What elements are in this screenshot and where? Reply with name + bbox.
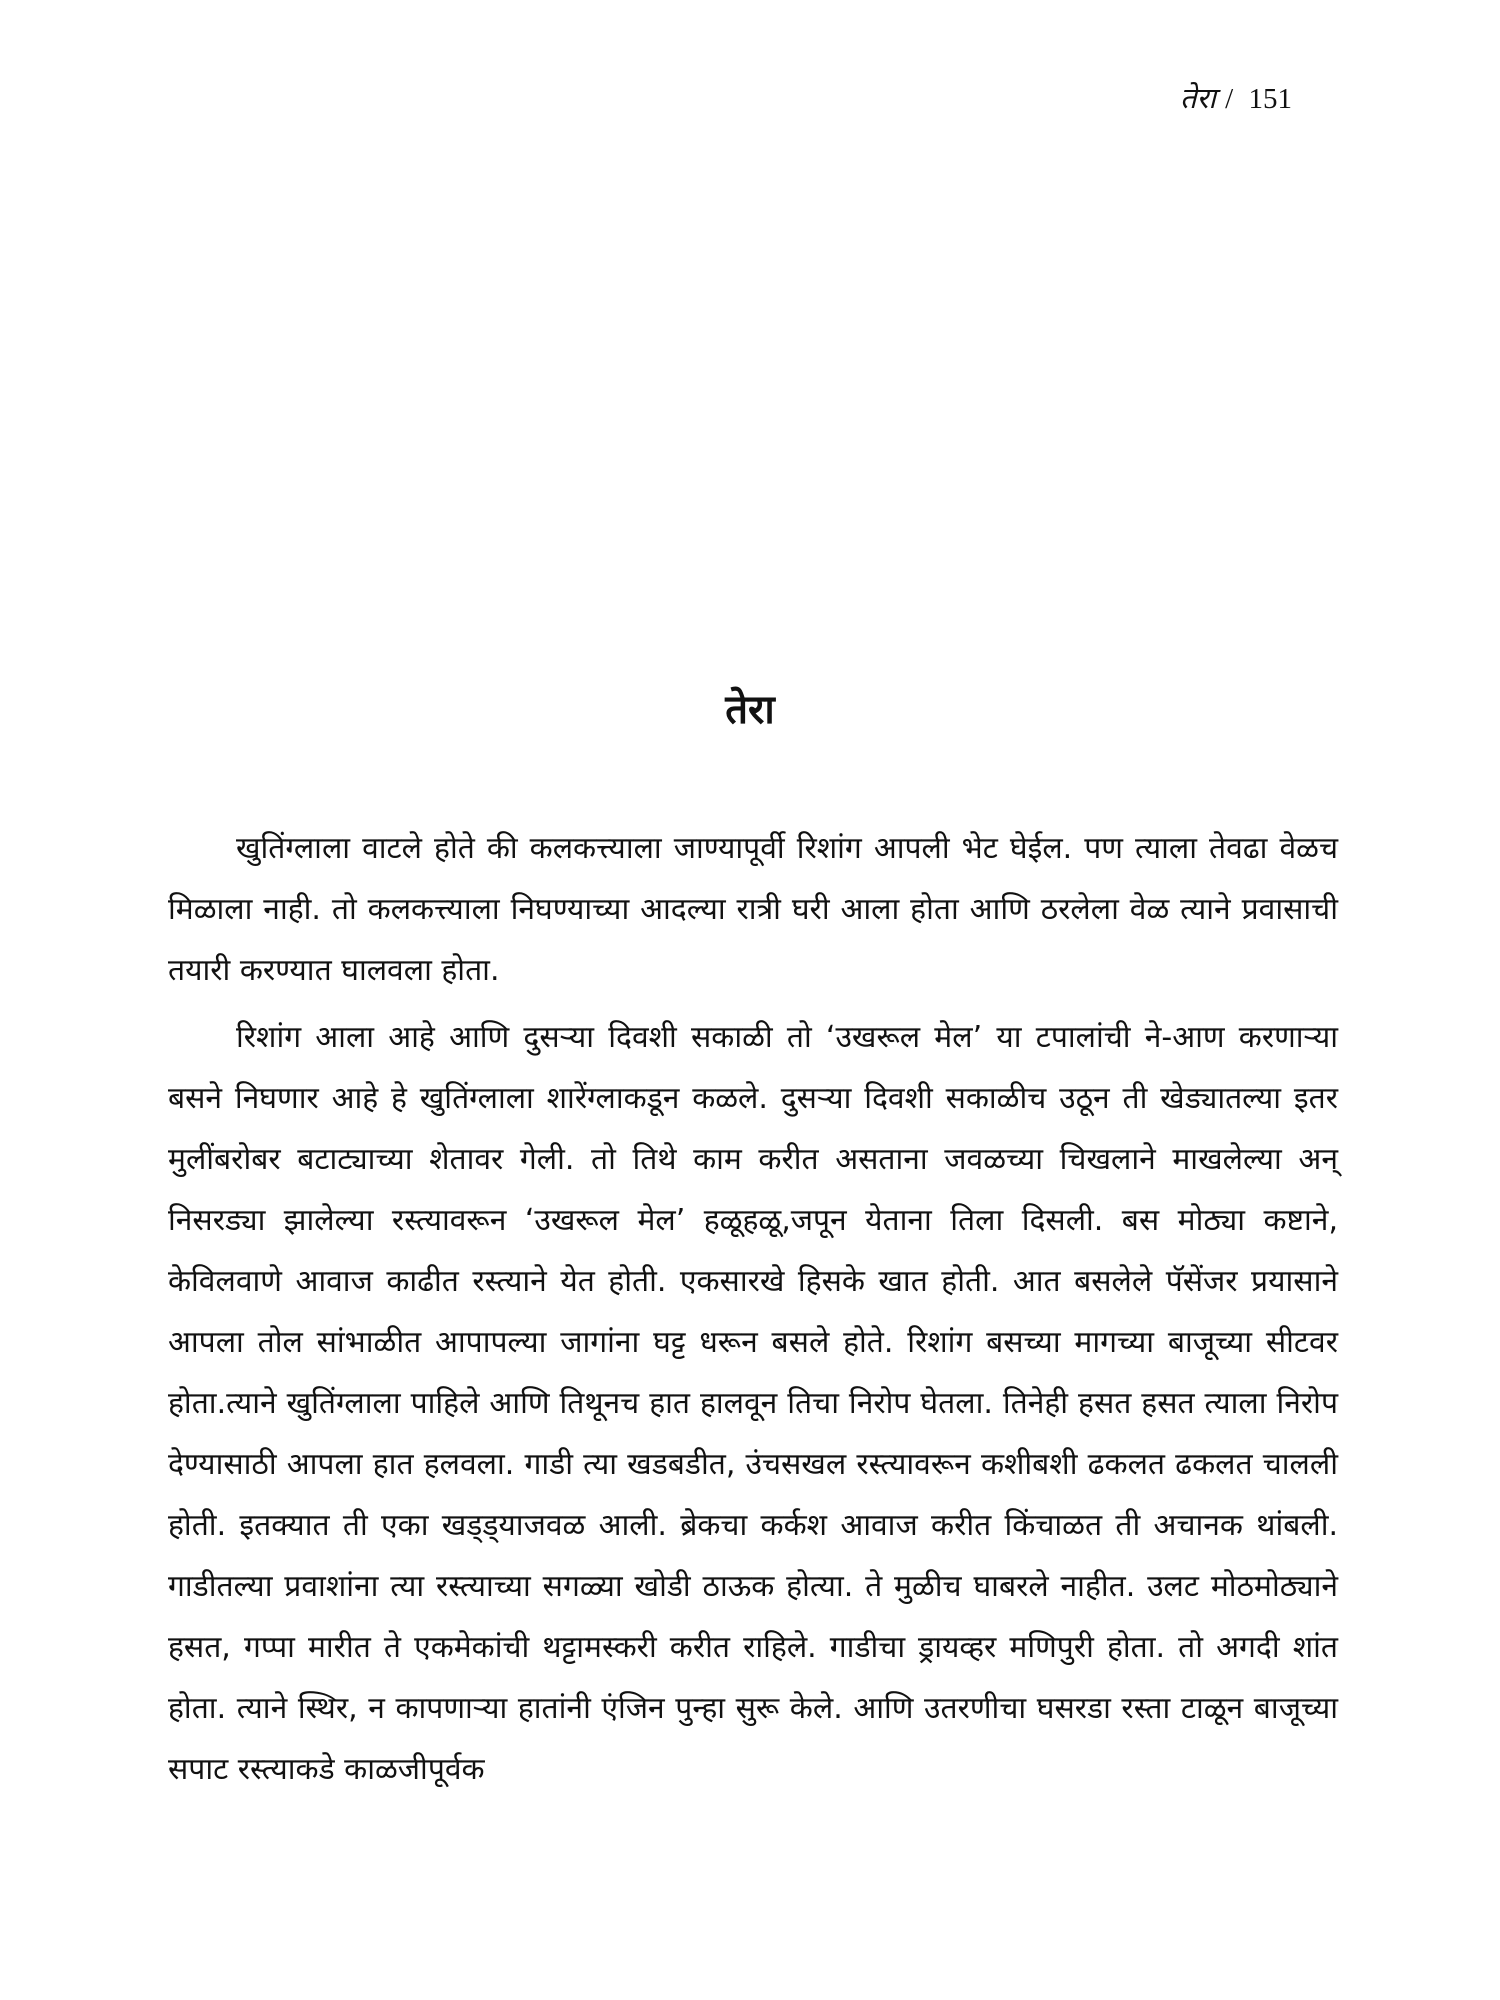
running-head xyxy=(1180,78,1292,117)
running-head-separator: / xyxy=(1225,83,1234,115)
body-text xyxy=(168,818,1338,1800)
paragraph: रिशांग आला आहे आणि दुसऱ्या दिवशी सकाळी तो ‘उखरूल मेल’ या टपालांची ने-आण करणाऱ्या बसने निघणार आहे हे खुतिंग्लाला शारेंग्लाकडून कळले. दुसऱ्या दिवशी सकाळीच उठून ती खेड्यातल्या इतर मुलींबरोबर बटाट्याच्या शेतावर गेली. तो तिथे काम करीत असताना जवळच्या चिखलाने माखलेल्या अन् निसरड्या झालेल्या रस्त्यावरून ‘उखरूल मेल’ हळूहळू,जपून येताना तिला दिसली. बस मोठ्या कष्टाने, केविलवाणे आवाज काढीत रस्त्याने येत होती. एकसारखे हिसके खात होती. आत बसलेले पॅसेंजर प्रयासाने आपला तोल सांभाळीत आपापल्या जागांना घट्ट धरून बसले होते. रिशांग बसच्या मागच्या बाजूच्या सीटवर होता.त्याने खुतिंग्लाला पाहिले आणि तिथूनच हात हालवून तिचा निरोप घेतला. तिनेही हसत हसत त्याला निरोप देण्यासाठी आपला हात हलवला. गाडी त्या खडबडीत, उंचसखल रस्त्यावरून कशीबशी ढकलत ढकलत चालली होती. इतक्यात ती एका खड्ड्याजवळ आली. ब्रेकचा कर्कश आवाज करीत किंचाळत ती अचानक थांबली. गाडीतल्या प्रवाशांना त्या रस्त्याच्या सगळ्या खोडी ठाऊक होत्या. ते मुळीच घाबरले नाहीत. उलट मोठमोठ्याने हसत, गप्पा मारीत ते एकमेकांची थट्टामस्करी करीत राहिले. गाडीचा ड्रायव्हर मणिपुरी होता. तो अगदी शांत होता. त्याने स्थिर, न कापणाऱ्या हातांनी एंजिन पुन्हा सुरू केले. आणि उतरणीचा घसरडा रस्ता टाळून बाजूच्या सपाट रस्त्याकडे काळजीपूर्वक xyxy=(168,1020,1338,1787)
running-head-title: तेरा xyxy=(1180,83,1216,115)
page-number: 151 xyxy=(1248,83,1292,115)
paragraph: खुतिंग्लाला वाटले होते की कलकत्त्याला जाण्यापूर्वी रिशांग आपली भेट घेईल. पण त्याला तेवढा वेळच मिळाला नाही. तो कलकत्त्याला निघण्याच्या आदल्या रात्री घरी आला होता आणि ठरलेला वेळ त्याने प्रवासाची तयारी करण्यात घालवला होता. xyxy=(168,831,1338,988)
chapter-title: तेरा xyxy=(725,687,775,733)
